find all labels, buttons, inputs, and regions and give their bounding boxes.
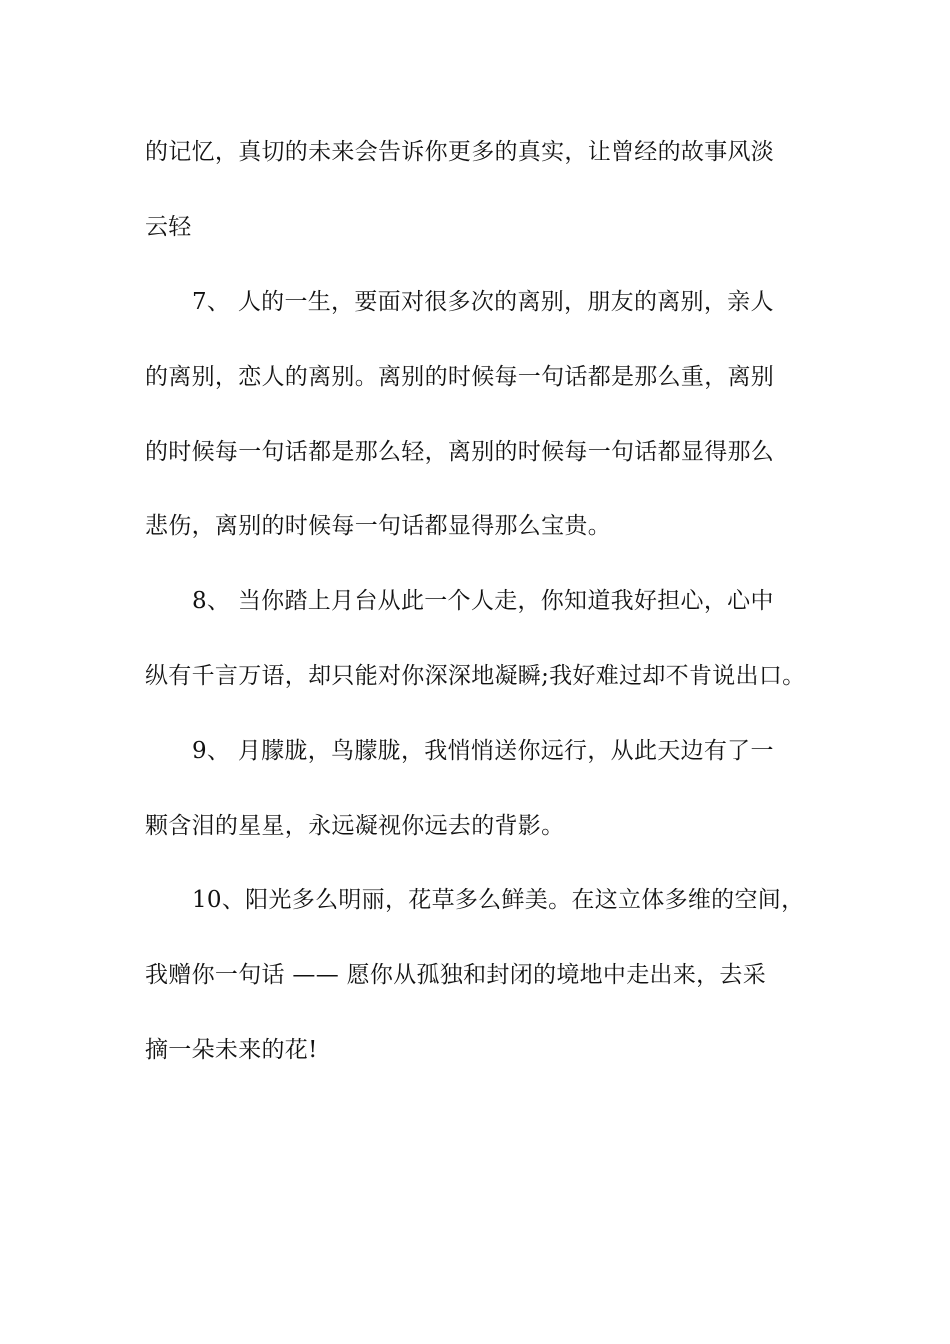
paragraph-10-first-line: 10、阳光多么明丽，花草多么鲜美。在这立体多维的空间， xyxy=(192,887,805,913)
paragraph-9-first-line: 9、 月朦胧，鸟朦胧，我悄悄送你远行，从此天边有了一 xyxy=(192,738,774,764)
text-line: 的时候每一句话都是那么轻，离别的时候每一句话都显得那么 xyxy=(145,439,775,465)
paragraph-7-first-line: 7、 人的一生，要面对很多次的离别，朋友的离别，亲人 xyxy=(192,289,774,315)
text-line: 的记忆，真切的未来会告诉你更多的真实，让曾经的故事风淡 xyxy=(145,139,775,165)
text-line: 的离别，恋人的离别。离别的时候每一句话都是那么重，离别 xyxy=(145,364,775,390)
text-line: 摘一朵未来的花! xyxy=(145,1037,318,1063)
text-line: 悲伤，离别的时候每一句话都显得那么宝贵。 xyxy=(145,513,611,539)
text-line: 颗含泪的星星，永远凝视你远去的背影。 xyxy=(145,813,565,839)
paragraph-8-first-line: 8、 当你踏上月台从此一个人走，你知道我好担心，心中 xyxy=(192,588,774,614)
text-line: 云轻 xyxy=(145,214,192,240)
text-line: 我赠你一句话 —— 愿你从孤独和封闭的境地中走出来，去采 xyxy=(145,962,767,988)
text-line: 纵有千言万语，却只能对你深深地凝瞬;我好难过却不肯说出口。 xyxy=(145,663,806,689)
